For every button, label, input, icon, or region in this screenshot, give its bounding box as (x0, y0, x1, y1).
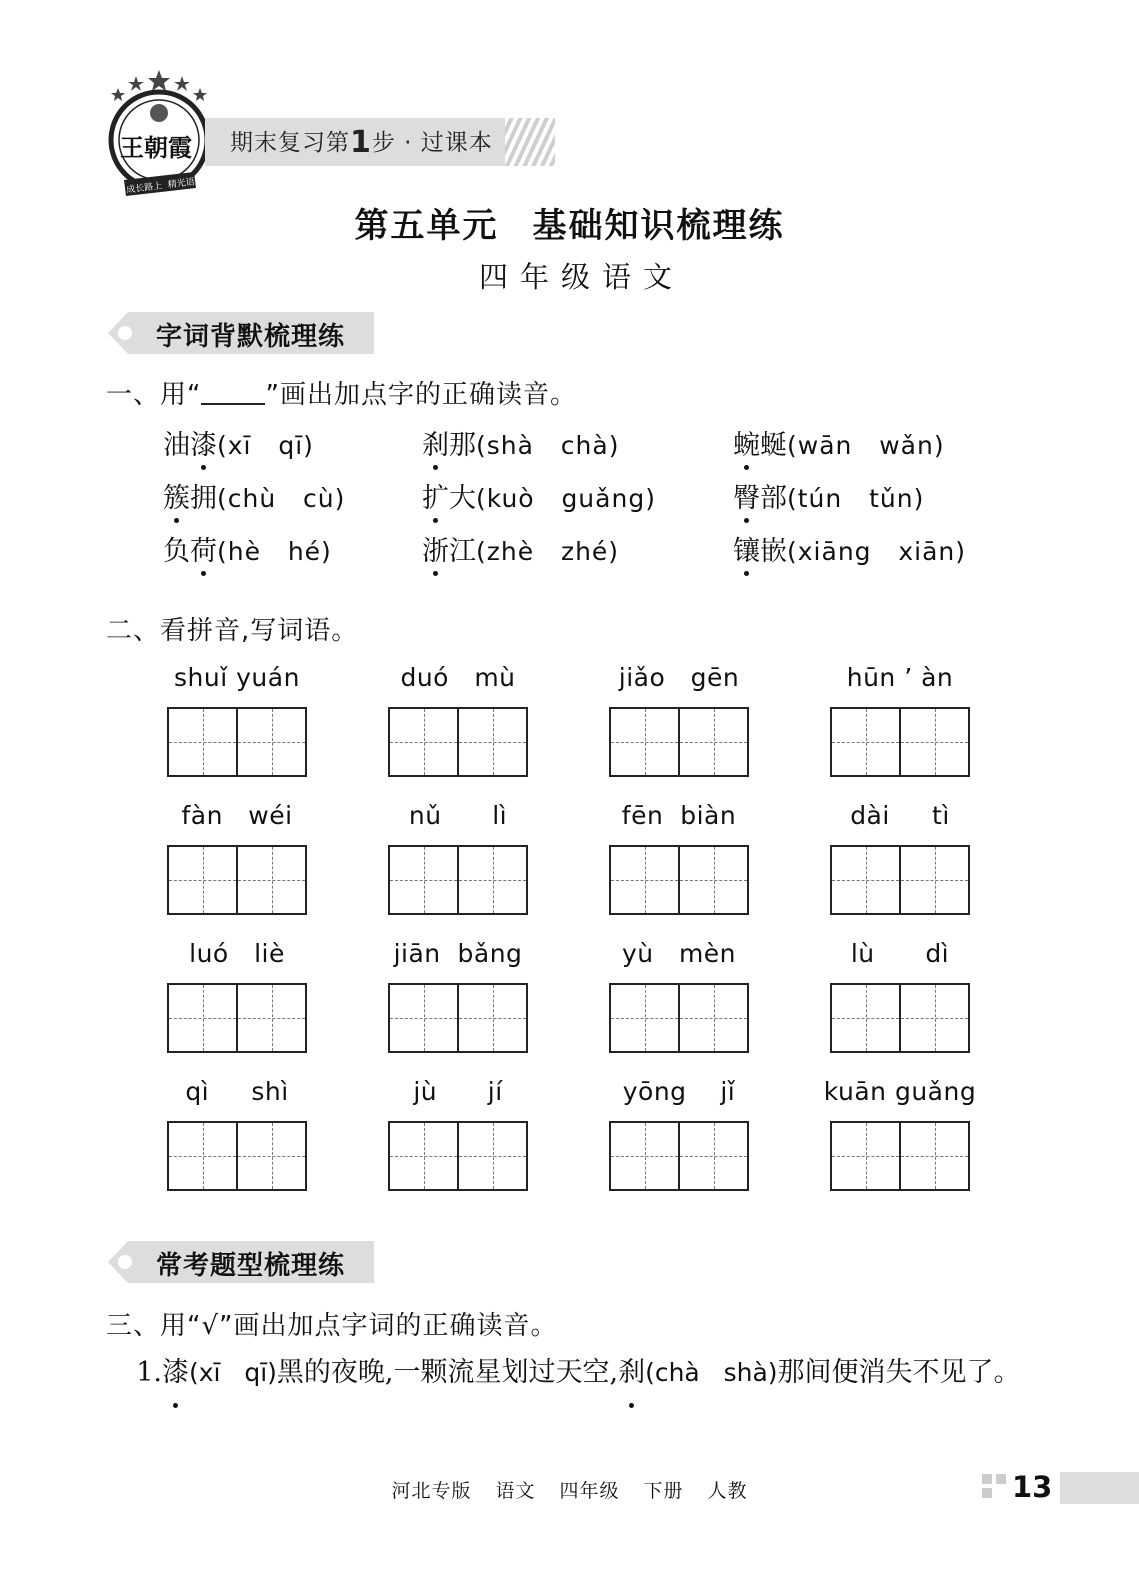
q1-item (733, 476, 924, 515)
pinyin-word: yù mèn (621, 939, 737, 968)
page-subtitle: 四年级语文 (478, 260, 684, 294)
pinyin-choices: (shà chà) (476, 431, 620, 460)
char: 部 (760, 483, 787, 514)
question-2-label: 二、看拼音,写词语。 (106, 616, 359, 646)
pinyin-word: fàn wéi (181, 801, 293, 830)
writing-cell[interactable] (236, 847, 305, 913)
section-tag-practice-label: 常考题型梳理练 (156, 1251, 346, 1281)
writing-cell[interactable] (390, 1123, 457, 1189)
writing-cell[interactable] (390, 847, 457, 913)
writing-cell[interactable] (678, 847, 747, 913)
char: 拥 (190, 483, 217, 514)
pinyin-word: fēn biàn (621, 801, 737, 830)
writing-cell[interactable] (899, 847, 968, 913)
q1-item (422, 476, 656, 515)
char: 大 (449, 483, 476, 514)
writing-grid[interactable] (609, 707, 749, 777)
pinyin-choices: (kuò guǎng) (476, 484, 656, 513)
writing-grid[interactable] (388, 707, 528, 777)
brand-motto: 成长路上 精光语文 (125, 176, 205, 196)
pinyin-word: hūn ’ àn (846, 663, 954, 692)
q1-item (422, 529, 619, 568)
banner-stripes (505, 118, 555, 166)
writing-cell[interactable] (169, 709, 236, 775)
decor-square (982, 1474, 992, 1484)
dotted-char: 浙 (422, 529, 449, 568)
writing-cell[interactable] (236, 985, 305, 1051)
pinyin-choices: (xī qī) (217, 431, 314, 460)
underline-sample (201, 381, 265, 405)
dotted-char: 刹 (422, 423, 449, 462)
tag-hole (118, 1255, 132, 1269)
pinyin-word: nǔ lì (408, 801, 508, 830)
writing-grid[interactable] (609, 845, 749, 915)
writing-cell[interactable] (678, 985, 747, 1051)
writing-cell[interactable] (457, 985, 526, 1051)
brand-name: 王朝霞 (120, 133, 192, 162)
writing-cell[interactable] (457, 847, 526, 913)
writing-cell[interactable] (832, 847, 899, 913)
page-number: 13 (1012, 1470, 1053, 1504)
writing-grid[interactable] (830, 983, 970, 1053)
writing-cell[interactable] (236, 709, 305, 775)
writing-grid[interactable] (609, 983, 749, 1053)
writing-grid[interactable] (388, 1121, 528, 1191)
writing-cell[interactable] (169, 1123, 236, 1189)
pinyin-word: dài tì (850, 801, 950, 830)
header-banner-text: 期末复习第1步 · 过课本 (230, 125, 493, 160)
q1-item (163, 476, 345, 515)
page-number-bar (1060, 1472, 1139, 1504)
section-tag-vocab-label: 字词背默梳理练 (156, 322, 346, 352)
dotted-char: 刹 (618, 1346, 645, 1400)
dotted-char: 漆 (162, 1346, 189, 1400)
writing-cell[interactable] (611, 1123, 678, 1189)
writing-cell[interactable] (899, 709, 968, 775)
pinyin-choices: (wān wǎn) (787, 431, 945, 460)
pinyin-word: duó mù (400, 663, 516, 692)
dotted-char: 镶 (733, 529, 760, 568)
writing-grid[interactable] (167, 845, 307, 915)
writing-cell[interactable] (390, 985, 457, 1051)
writing-grid[interactable] (609, 1121, 749, 1191)
writing-cell[interactable] (611, 847, 678, 913)
q1-item (733, 529, 966, 568)
char: 嵌 (760, 536, 787, 567)
dotted-char: 蜿 (733, 423, 760, 462)
writing-grid[interactable] (167, 707, 307, 777)
pinyin-choices: (zhè zhé) (476, 537, 620, 566)
pinyin-word: jiān bǎng (393, 939, 523, 968)
writing-cell[interactable] (390, 709, 457, 775)
writing-cell[interactable] (611, 985, 678, 1051)
question-1-label: 一、用“ ”画出加点字的正确读音。 (106, 380, 577, 410)
pinyin-choices: (xiāng xiān) (787, 537, 967, 566)
pinyin-word: jù jí (413, 1077, 503, 1106)
writing-cell[interactable] (457, 709, 526, 775)
pinyin-choices: (hè hé) (217, 537, 332, 566)
writing-grid[interactable] (830, 845, 970, 915)
footer-edition: 河北专版 语文 四年级 下册 人教 (391, 1480, 748, 1502)
dotted-char: 漆 (190, 423, 217, 462)
pinyin-word: shuǐ yuán (174, 663, 300, 692)
writing-grid[interactable] (830, 1121, 970, 1191)
writing-cell[interactable] (457, 1123, 526, 1189)
pinyin-word: qì shì (185, 1077, 289, 1106)
pinyin-word: luó liè (189, 939, 285, 968)
pinyin-word: yōng jǐ (622, 1077, 736, 1106)
page-title: 第五单元 基础知识梳理练 (354, 206, 785, 246)
q1-item (163, 423, 314, 462)
writing-cell[interactable] (678, 709, 747, 775)
char: 蜒 (760, 430, 787, 461)
q1-item (733, 423, 945, 462)
writing-cell[interactable] (611, 709, 678, 775)
pinyin-word: jiǎo gēn (618, 663, 740, 692)
dotted-char: 簇 (163, 476, 190, 515)
tag-hole (118, 326, 132, 340)
char: 江 (449, 536, 476, 567)
question-3-label: 三、用“√”画出加点字词的正确读音。 (106, 1311, 558, 1341)
writing-cell[interactable] (899, 985, 968, 1051)
writing-cell[interactable] (832, 709, 899, 775)
char: 那 (449, 430, 476, 461)
pinyin-choices: (tún tǔn) (787, 484, 925, 513)
writing-cell[interactable] (832, 985, 899, 1051)
pinyin-word: kuān guǎng (823, 1077, 977, 1106)
writing-cell[interactable] (678, 1123, 747, 1189)
dotted-char: 荷 (190, 529, 217, 568)
writing-cell[interactable] (899, 1123, 968, 1189)
writing-grid[interactable] (167, 1121, 307, 1191)
decor-square (996, 1474, 1006, 1484)
writing-grid[interactable] (167, 983, 307, 1053)
writing-grid[interactable] (830, 707, 970, 777)
writing-cell[interactable] (169, 985, 236, 1051)
writing-cell[interactable] (236, 1123, 305, 1189)
pinyin-word: lù dì (850, 939, 950, 968)
writing-cell[interactable] (832, 1123, 899, 1189)
writing-grid[interactable] (388, 845, 528, 915)
writing-cell[interactable] (169, 847, 236, 913)
dotted-char: 臀 (733, 476, 760, 515)
q1-item (422, 423, 619, 462)
char: 负 (163, 536, 190, 567)
question-3-paragraph-1: 1.漆(xī qī)黑的夜晚,一颗流星划过天空,刹(chà shà)那间便消失不见了。 (106, 1346, 1036, 1400)
dotted-char: 扩 (422, 476, 449, 515)
char: 油 (163, 430, 190, 461)
decor-square (982, 1488, 992, 1498)
writing-grid[interactable] (388, 983, 528, 1053)
q1-item (163, 529, 332, 568)
pinyin-choices: (chù cù) (217, 484, 346, 513)
